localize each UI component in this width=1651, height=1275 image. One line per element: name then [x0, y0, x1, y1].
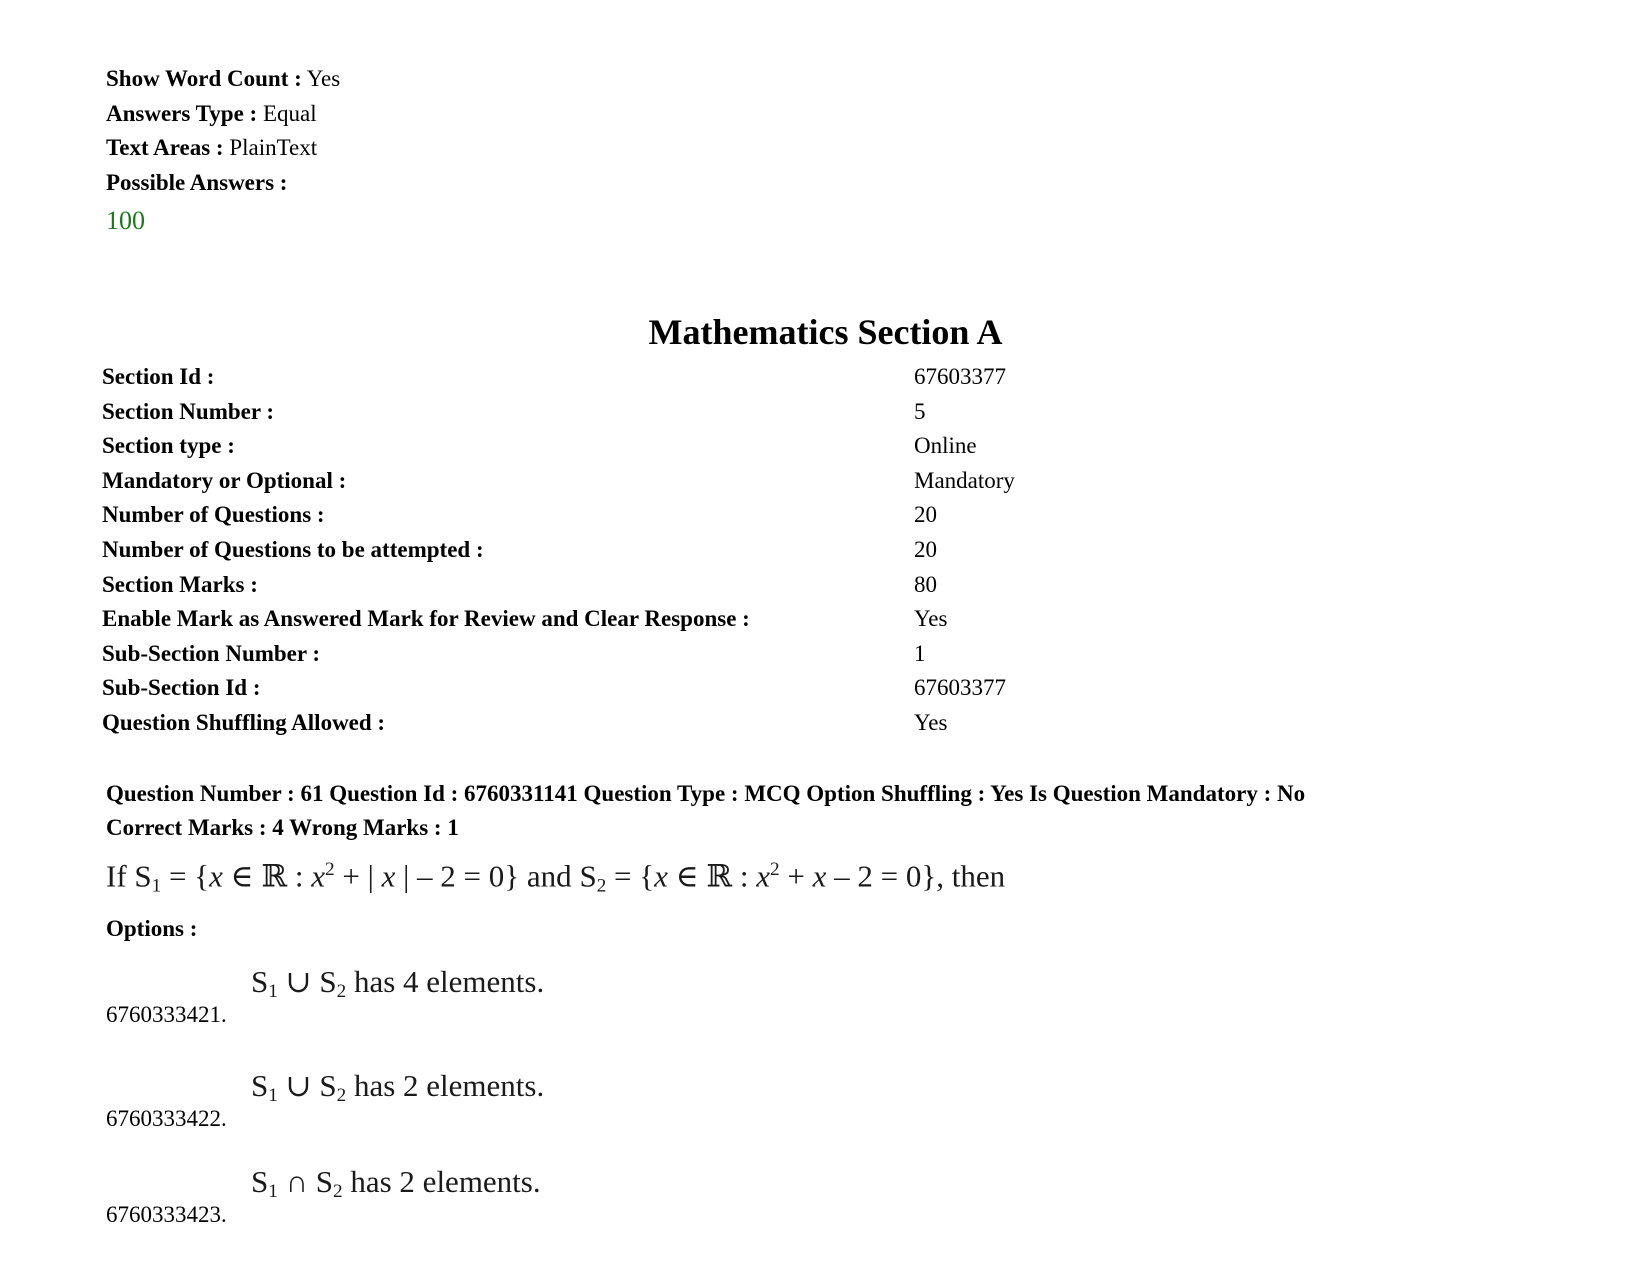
- section-row-label: Section Marks :: [102, 571, 258, 597]
- section-row-value: Mandatory: [914, 467, 1015, 493]
- option-id: 6760333422.: [106, 1106, 227, 1131]
- show-word-count-label: Show Word Count :: [106, 66, 302, 91]
- text-areas-value: PlainText: [229, 135, 318, 160]
- math-fragment: +: [779, 858, 813, 894]
- math-variable: x: [654, 858, 668, 894]
- answers-type-value: Equal: [262, 100, 317, 126]
- section-row-label: Number of Questions to be attempted :: [102, 536, 484, 562]
- section-row-value: 20: [914, 502, 937, 528]
- math-subscript: 2: [336, 1084, 347, 1106]
- section-row-label: Sub-Section Id :: [102, 675, 261, 701]
- math-fragment: – 2 = 0}, then: [826, 858, 1006, 894]
- possible-answers-value: 100: [106, 206, 145, 235]
- math-fragment: :: [287, 858, 312, 894]
- set-s2-symbol: S: [579, 858, 597, 894]
- section-row-label: Section type :: [102, 433, 235, 459]
- question-header-line1: Question Number : 61 Question Id : 6760331141 Question Type : MCQ Option Shuffling : Yes Is Question Mandatory : No: [106, 781, 1306, 806]
- option-statement: has 4 elements.: [346, 964, 545, 999]
- question-header-line2: Correct Marks : 4 Wrong Marks : 1: [106, 815, 459, 840]
- section-row-label: Question Shuffling Allowed :: [102, 709, 386, 735]
- math-fragment: and: [519, 858, 580, 894]
- options-label: Options :: [106, 916, 198, 941]
- option-text: [251, 1162, 541, 1212]
- section-title: Mathematics Section A: [648, 312, 1003, 352]
- set-s1-symbol: S: [134, 858, 152, 894]
- math-subscript: 1: [268, 980, 278, 1002]
- math-subscript: 2: [336, 980, 347, 1002]
- option-id: 6760333423.: [106, 1202, 227, 1227]
- section-row-value: 80: [914, 571, 937, 597]
- section-row-label: Sub-Section Number :: [102, 640, 321, 666]
- possible-answers-row: [106, 166, 340, 201]
- math-fragment: :: [732, 858, 757, 894]
- math-subscript: 1: [268, 1084, 278, 1106]
- section-row-value: 5: [914, 398, 926, 424]
- show-word-count-row: [106, 62, 340, 97]
- question-meta: [106, 62, 340, 240]
- math-fragment: S: [251, 1068, 269, 1103]
- math-variable: x: [812, 858, 827, 894]
- possible-answers-label: Possible Answers :: [106, 169, 288, 195]
- show-word-count-value: Yes: [306, 66, 341, 91]
- section-row-label: Number of Questions :: [102, 502, 325, 528]
- question-text: [106, 850, 1005, 906]
- reals-symbol: ℝ: [261, 858, 288, 895]
- option-item[interactable]: [106, 1162, 906, 1232]
- math-fragment: ∈: [222, 858, 262, 894]
- math-variable: x: [756, 858, 771, 894]
- math-fragment: ∈: [667, 858, 707, 894]
- option-statement: has 2 elements.: [346, 1068, 545, 1103]
- section-row-label: Mandatory or Optional :: [102, 467, 347, 493]
- question-word-if: If: [106, 858, 127, 894]
- math-fragment: = {: [161, 858, 210, 894]
- set-s2-subscript: 2: [596, 875, 607, 897]
- math-fragment: S: [319, 1068, 337, 1103]
- section-row-label: Section Id :: [102, 364, 215, 389]
- math-fragment: + |: [334, 858, 382, 894]
- math-fragment: | – 2 = 0}: [395, 858, 520, 894]
- text-areas-label: Text Areas :: [106, 135, 224, 160]
- reals-symbol: ℝ: [706, 858, 733, 895]
- answers-type-label: Answers Type :: [106, 100, 258, 126]
- set-operator: ∩: [277, 1164, 316, 1199]
- option-id: 6760333421.: [106, 1002, 227, 1027]
- section-row-value: 67603377: [914, 364, 1006, 389]
- set-operator: ∪: [277, 964, 320, 999]
- answers-type-row: [106, 97, 340, 132]
- math-fragment: S: [319, 964, 337, 999]
- math-exponent: 2: [325, 859, 335, 880]
- question-header: [106, 777, 1305, 845]
- math-fragment: S: [251, 964, 269, 999]
- option-item[interactable]: [106, 1066, 906, 1136]
- math-variable: x: [209, 858, 223, 894]
- set-operator: ∪: [277, 1068, 320, 1103]
- math-subscript: 2: [333, 1180, 343, 1202]
- math-subscript: 1: [268, 1180, 278, 1202]
- section-row-value: Yes: [914, 606, 948, 632]
- option-item[interactable]: [106, 962, 906, 1032]
- section-row-value: 20: [914, 536, 937, 562]
- math-fragment: S: [251, 1164, 269, 1199]
- math-fragment: = {: [606, 858, 655, 894]
- section-row-value: Online: [914, 433, 977, 459]
- option-text: [251, 1066, 544, 1116]
- set-s1-subscript: 1: [151, 875, 162, 897]
- section-row-value: Yes: [914, 709, 948, 735]
- math-variable: x: [381, 858, 396, 894]
- math-variable: x: [311, 858, 326, 894]
- option-text: [251, 962, 544, 1012]
- option-statement: has 2 elements.: [342, 1164, 541, 1199]
- section-row-label: Enable Mark as Answered Mark for Review and Clear Response :: [102, 606, 750, 632]
- math-exponent: 2: [770, 859, 780, 880]
- section-row-value: 1: [914, 640, 926, 666]
- section-row-value: 67603377: [914, 675, 1006, 701]
- math-fragment: S: [315, 1164, 333, 1199]
- section-row-label: Section Number :: [102, 398, 275, 424]
- text-areas-row: [106, 131, 340, 166]
